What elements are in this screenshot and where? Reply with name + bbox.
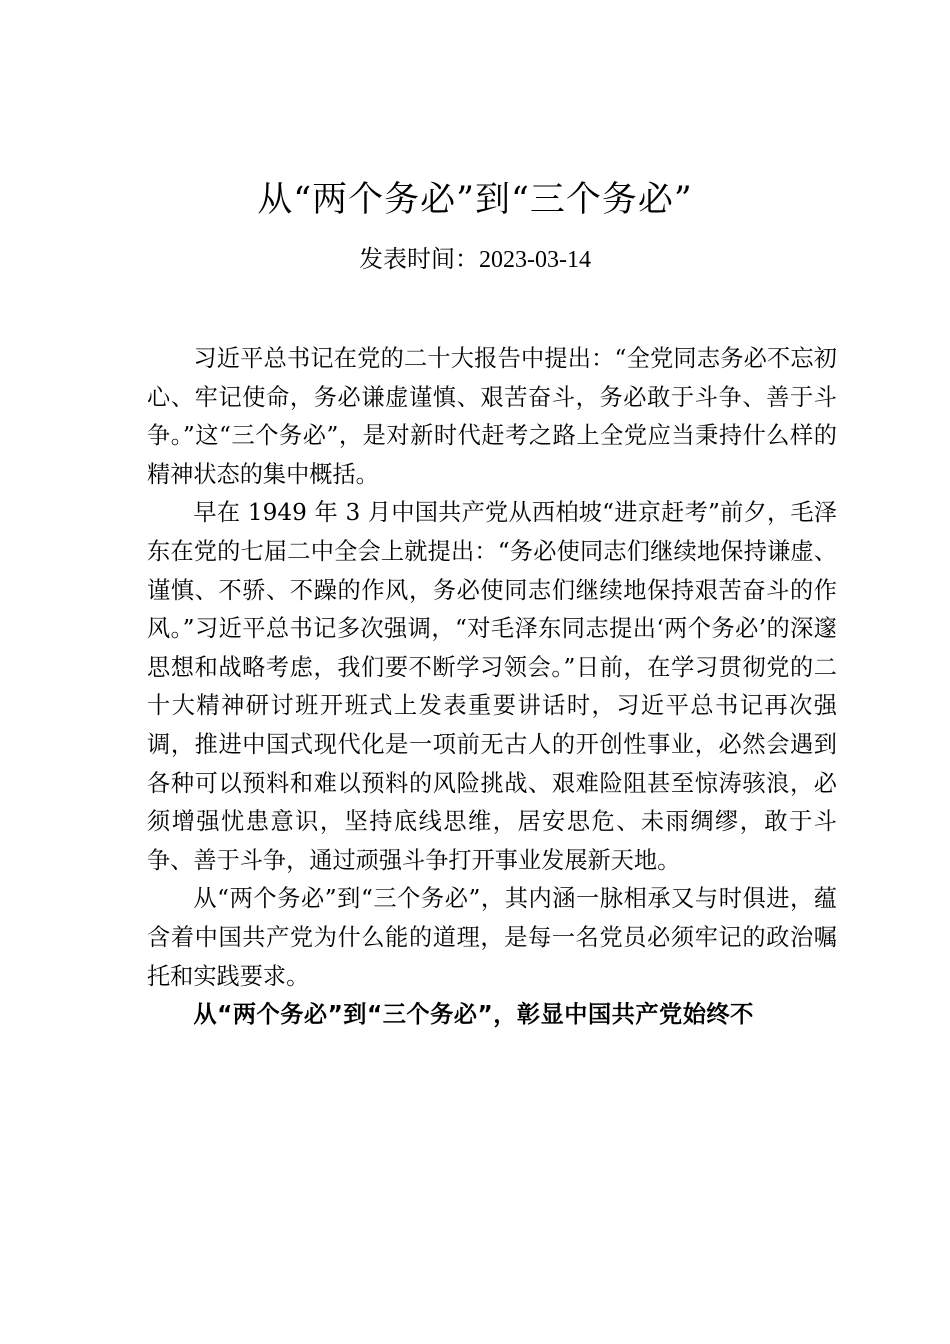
- document-title: 从“两个务必”到“三个务必”: [257, 180, 693, 220]
- publish-date-value: 2023-03-14: [479, 247, 591, 273]
- paragraph: 习近平总书记在党的二十大报告中提出：“全党同志务必不忘初心、牢记使命，务必谦虚谨慎、艰苦奋斗，务必敢于斗争、善于斗争。”这“三个务必”，是对新时代赶考之路上全党应当秉持什么样的精神状态的集中概括。: [147, 345, 837, 488]
- paragraph: 从“两个务必”到“三个务必”，其内涵一脉相承又与时俱进，蕴含着中国共产党为什么能的道理，是每一名党员必须牢记的政治嘱托和实践要求。: [147, 885, 837, 990]
- publish-date: [0, 242, 950, 277]
- document-body: [147, 340, 837, 1035]
- paragraph: 早在 1949 年 3 月中国共产党从西柏坡“进京赶考”前夕，毛泽东在党的七届二中全会上就提出：“务必使同志们继续地保持谦虚、谨慎、不骄、不躁的作风，务必使同志们继续地保持艰苦奋斗的作风。”习近平总书记多次强调，“对毛泽东同志提出‘两个务必’的深邃思想和战略考虑，我们要不断学习领会。”日前，在学习贯彻党的二十大精神研讨班开班式上发表重要讲话时，习近平总书记再次强调，推进中国式现代化是一项前无古人的开创性事业，必然会遇到各种可以预料和难以预料的风险挑战、艰难险阻甚至惊涛骇浪，必须增强忧患意识，坚持底线思维，居安思危、未雨绸缪，敢于斗争、善于斗争，通过顽强斗争打开事业发展新天地。: [147, 499, 837, 874]
- section-heading: 从“两个务必”到“三个务必”，彰显中国共产党始终不: [193, 1001, 754, 1029]
- publish-date-label: 发表时间：: [359, 245, 479, 273]
